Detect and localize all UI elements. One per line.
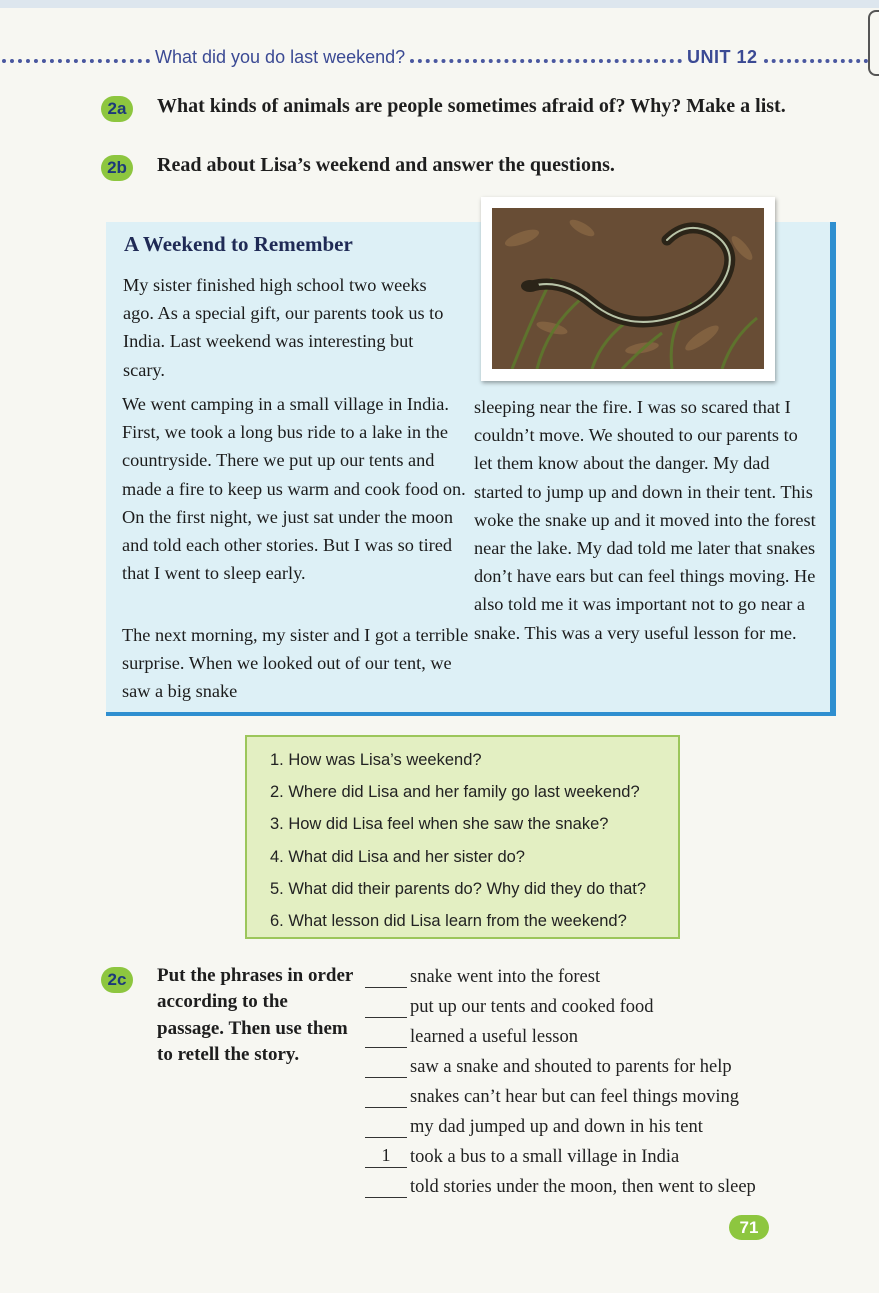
- instruction-2b: Read about Lisa’s weekend and answer the questions.: [157, 154, 615, 176]
- page-edge: [868, 10, 879, 76]
- story-paragraph-4: sleeping near the fire. I was so scared that I couldn’t move. We shouted to our parents to let them know about the danger. My dad started to jump up and down in their tent. This woke the snake up and it moved into the forest near the lake. My dad told me later that snakes don’t have ears but can feel things moving. He also told me it was important not to go near a snake. This was a very useful lesson for me.: [474, 397, 816, 643]
- story-paragraph-1: My sister finished high school two weeks ago. As a special gift, our parents took us to India. Last weekend was interesting but scary.: [123, 275, 444, 380]
- phrase-text: saw a snake and shouted to parents for help: [410, 1057, 732, 1077]
- story-title: A Weekend to Remember: [124, 232, 353, 256]
- badge-2c: 2c: [101, 967, 133, 993]
- questions-box: [245, 735, 680, 939]
- phrase-text: took a bus to a small village in India: [410, 1147, 680, 1167]
- snake-photo: [492, 208, 764, 369]
- unit-label: UNIT 12: [687, 47, 758, 67]
- question-1: 1. How was Lisa’s weekend?: [270, 751, 482, 769]
- page-number: 71: [729, 1215, 769, 1240]
- header-dots-left: [2, 59, 150, 63]
- question-3: 3. How did Lisa feel when she saw the snake?: [270, 815, 609, 834]
- phrase-row: [365, 1138, 679, 1168]
- phrase-text: learned a useful lesson: [410, 1027, 578, 1047]
- question-5: 5. What did their parents do? Why did they do that?: [270, 879, 647, 898]
- answer-blank[interactable]: [365, 1025, 407, 1048]
- phrase-row: [365, 988, 654, 1018]
- answer-blank[interactable]: [365, 1175, 407, 1198]
- phrase-text: my dad jumped up and down in his tent: [410, 1117, 703, 1137]
- phrase-text: snakes can’t hear but can feel things moving: [410, 1087, 739, 1107]
- question-2: 2. Where did Lisa and her family go last weekend?: [270, 783, 640, 802]
- answer-blank[interactable]: [365, 1085, 407, 1108]
- question-4: 4. What did Lisa and her sister do?: [270, 847, 525, 866]
- phrase-row: [365, 958, 600, 988]
- badge-2b: 2b: [101, 155, 133, 181]
- answer-blank[interactable]: [365, 965, 407, 988]
- question-list: [270, 744, 646, 937]
- phrase-text: put up our tents and cooked food: [410, 997, 654, 1017]
- answer-blank[interactable]: [365, 1055, 407, 1078]
- instruction-2c: Put the phrases in order according to the passage. Then use them to retell the story.: [157, 965, 353, 1065]
- phrase-row: [365, 1168, 756, 1198]
- phrase-row: [365, 1018, 578, 1048]
- phrase-row: [365, 1108, 703, 1138]
- answer-blank[interactable]: 1: [365, 1145, 407, 1168]
- story-paragraph-2: We went camping in a small village in India. First, we took a long bus ride to a lake in the countryside. There we put up our tents and made a fire to keep us warm and cook food on. On the first night, we just sat under the moon and told each other stories. But I was so tired that I went to sleep early.: [122, 394, 466, 584]
- header-dots-middle: [410, 59, 682, 63]
- page-header: [0, 46, 879, 74]
- question-6: 6. What lesson did Lisa learn from the weekend?: [270, 912, 627, 931]
- story-paragraph-3: The next morning, my sister and I got a terrible surprise. When we looked out of our tent, we saw a big snake: [122, 625, 469, 702]
- instruction-2a: What kinds of animals are people sometimes afraid of? Why? Make a list.: [157, 95, 786, 117]
- phrase-row: [365, 1048, 732, 1078]
- answer-blank[interactable]: [365, 995, 407, 1018]
- badge-2a: 2a: [101, 96, 133, 122]
- answer-blank[interactable]: [365, 1115, 407, 1138]
- lesson-title: What did you do last weekend?: [155, 47, 406, 67]
- header-dots-right: [764, 59, 868, 63]
- top-band: [0, 0, 879, 8]
- phrase-row: [365, 1078, 739, 1108]
- phrase-text: snake went into the forest: [410, 967, 601, 987]
- phrase-text: told stories under the moon, then went to sleep: [410, 1177, 756, 1197]
